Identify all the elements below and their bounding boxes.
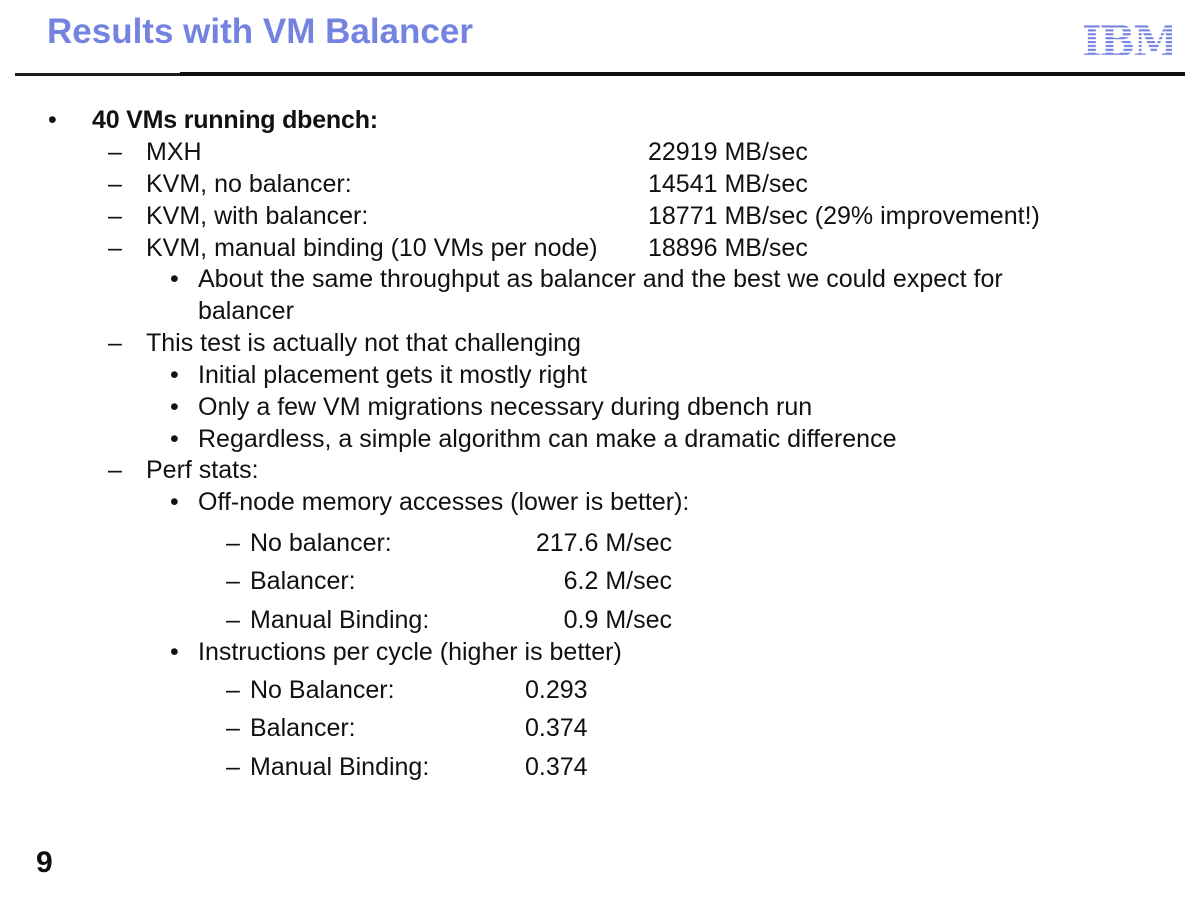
dash-icon: –	[226, 529, 240, 557]
result-row	[0, 200, 1200, 232]
result-label: KVM, manual binding (10 VMs per node)	[146, 234, 598, 262]
list-item	[0, 391, 1200, 423]
stat-row	[0, 565, 1200, 597]
item-text: Regardless, a simple algorithm can make a dramatic difference	[198, 425, 897, 453]
stat-value: 0.374	[525, 753, 588, 781]
note-text: About the same throughput as balancer and the best we could expect for balancer	[198, 265, 1003, 325]
bullet-icon: •	[48, 106, 57, 134]
result-label: KVM, no balancer:	[146, 170, 352, 198]
item-text: Only a few VM migrations necessary during dbench run	[198, 393, 813, 421]
list-item	[0, 636, 1200, 668]
result-value: 22919 MB/sec	[648, 138, 808, 166]
stat-label: No balancer:	[250, 529, 392, 557]
bullet-icon: •	[170, 361, 179, 389]
stat-value: 0.374	[525, 714, 588, 742]
dash-icon: –	[108, 456, 122, 484]
dash-icon: –	[226, 567, 240, 595]
item-text: This test is actually not that challenging	[146, 329, 581, 357]
list-item	[0, 359, 1200, 391]
list-item-note	[0, 263, 1200, 327]
list-item	[0, 327, 1200, 359]
ibm-logo	[1082, 22, 1172, 64]
ibm-logo-text: IBM	[1082, 22, 1172, 64]
dash-icon: –	[226, 753, 240, 781]
result-row	[0, 168, 1200, 200]
item-text: Instructions per cycle (higher is better)	[198, 638, 622, 666]
list-item	[0, 486, 1200, 518]
list-item-heading	[0, 104, 1200, 136]
item-text: Perf stats:	[146, 456, 259, 484]
stat-label: No Balancer:	[250, 676, 395, 704]
stat-label: Balancer:	[250, 714, 356, 742]
list-item	[0, 454, 1200, 486]
bullet-icon: •	[170, 265, 179, 293]
stat-row	[0, 674, 1200, 706]
page-number: 9	[36, 846, 53, 879]
stat-row	[0, 527, 1200, 559]
title-underline-thick	[180, 72, 1185, 76]
dash-icon: –	[108, 138, 122, 166]
result-row	[0, 136, 1200, 168]
result-value: 18771 MB/sec (29% improvement!)	[648, 202, 1040, 230]
result-label: KVM, with balancer:	[146, 202, 369, 230]
stat-value: 0.9 M/sec	[563, 606, 672, 634]
dash-icon: –	[226, 676, 240, 704]
list-item	[0, 423, 1200, 455]
bullet-icon: •	[170, 488, 179, 516]
stat-value: 217.6 M/sec	[535, 529, 672, 557]
heading-text: 40 VMs running dbench:	[92, 106, 378, 134]
stat-value: 6.2 M/sec	[563, 567, 672, 595]
dash-icon: –	[108, 170, 122, 198]
dash-icon: –	[226, 606, 240, 634]
stat-row	[0, 604, 1200, 636]
stat-label: Balancer:	[250, 567, 356, 595]
item-text: Off-node memory accesses (lower is better):	[198, 488, 690, 516]
dash-icon: –	[108, 202, 122, 230]
dash-icon: –	[108, 329, 122, 357]
result-value: 18896 MB/sec	[648, 234, 808, 262]
stat-value: 0.293	[525, 676, 588, 704]
bullet-icon: •	[170, 425, 179, 453]
result-value: 14541 MB/sec	[648, 170, 808, 198]
stat-row	[0, 751, 1200, 783]
stat-label: Manual Binding:	[250, 753, 430, 781]
page-title: Results with VM Balancer	[47, 12, 473, 51]
bullet-icon: •	[170, 393, 179, 421]
dash-icon: –	[226, 714, 240, 742]
ibm-logo-icon	[1082, 22, 1172, 64]
item-text: Initial placement gets it mostly right	[198, 361, 588, 389]
dash-icon: –	[108, 234, 122, 262]
result-label: MXH	[146, 138, 202, 166]
result-row	[0, 232, 1200, 264]
stat-row	[0, 712, 1200, 744]
bullet-icon: •	[170, 638, 179, 666]
stat-label: Manual Binding:	[250, 606, 430, 634]
